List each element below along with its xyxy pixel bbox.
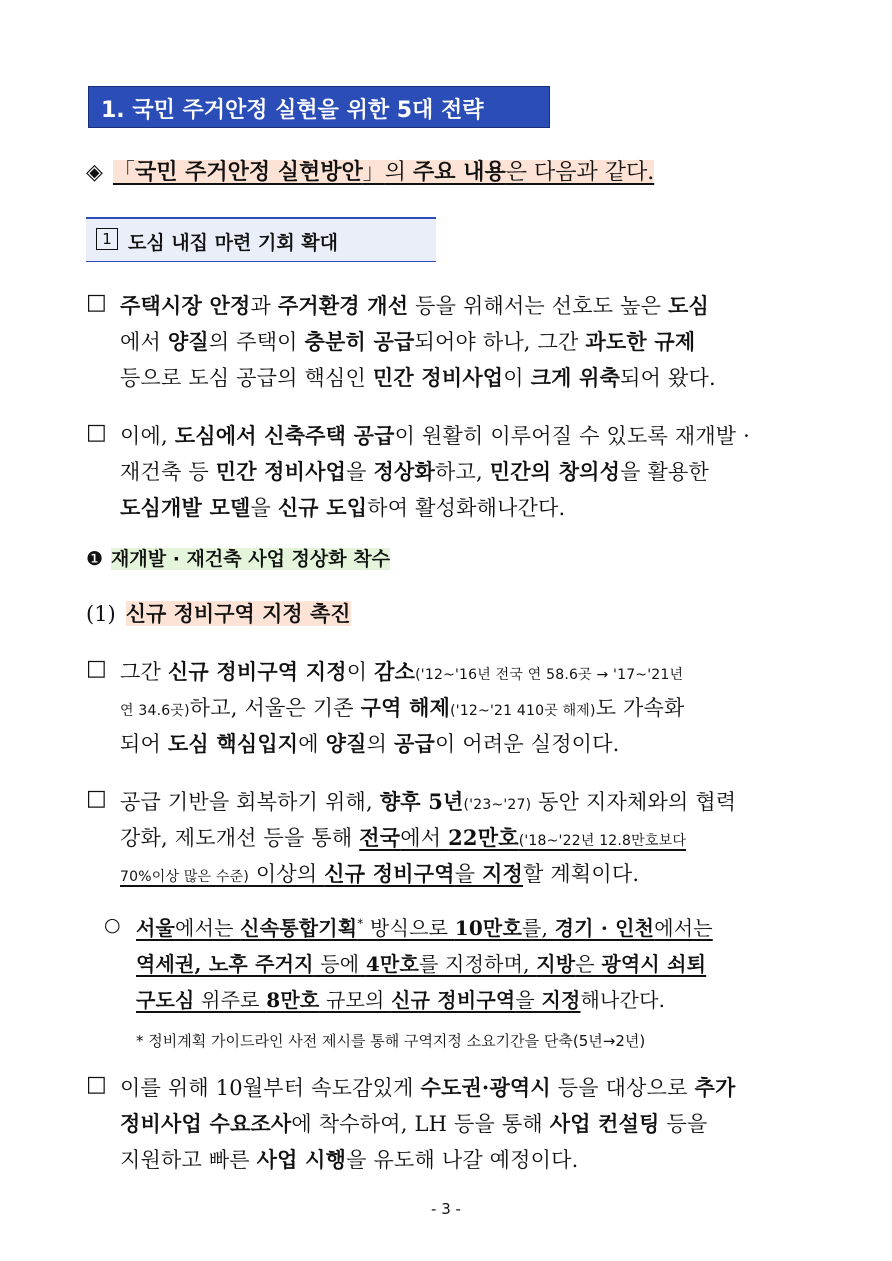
para1-line1: 주택시장 안정과 주거환경 개선 등을 위해서는 선호도 높은 도심 bbox=[120, 293, 709, 318]
para6-line1: 이를 위해 10월부터 속도감있게 수도권·광역시 등을 대상으로 추가 bbox=[120, 1075, 736, 1100]
subsection-number: (1) bbox=[86, 602, 116, 626]
para2-line3: 도심개발 모델을 신규 도입하여 활성화해나간다. bbox=[120, 495, 566, 520]
checkbox-bullet-icon: □ bbox=[86, 656, 107, 681]
para3-line2: 연 34.6곳)하고, 서울은 기존 구역 해제('12~'21 410곳 해제)도 가속화 bbox=[120, 695, 685, 720]
para4-line1: 공급 기반을 회복하기 위해, 향후 5년('23~'27) 동안 지자체와의 협력 bbox=[120, 789, 737, 814]
para6-line3: 지원하고 빠른 사업 시행을 유도해 나갈 예정이다. bbox=[120, 1147, 579, 1172]
section-title: 도심 내집 마련 기회 확대 bbox=[128, 232, 338, 254]
para2-line1: 이에, 도심에서 신축주택 공급이 원활히 이루어질 수 있도록 재개발 · bbox=[120, 423, 751, 448]
checkbox-bullet-icon: □ bbox=[86, 786, 107, 811]
subheading bbox=[86, 544, 390, 571]
para6-line2: 정비사업 수요조사에 착수하여, LH 등을 통해 사업 컨설팅 등을 bbox=[120, 1111, 708, 1136]
para4-line2: 강화, 제도개선 등을 통해 전국에서 22만호('18~'22년 12.8만호보다 bbox=[120, 825, 687, 850]
intro-line: ◈ 「국민 주거안정 실현방안」의 주요 내용은 다음과 같다. bbox=[86, 159, 655, 185]
para3-line1: 그간 신규 정비구역 지정이 감소('12~'16년 전국 연 58.6곳 → '17~'21년 bbox=[120, 659, 684, 684]
page-number: - 3 - bbox=[431, 1200, 461, 1218]
checkbox-bullet-icon: □ bbox=[86, 1072, 107, 1097]
section-header bbox=[86, 217, 436, 262]
para1-line2: 에서 양질의 주택이 충분히 공급되어야 하나, 그간 과도한 규제 bbox=[120, 329, 696, 354]
section-number: 1 bbox=[96, 228, 118, 250]
circled-one-icon: ❶ bbox=[86, 548, 104, 570]
footnote: * 정비계획 가이드라인 사전 제시를 통해 구역지정 소요기간을 단축(5년→2년) bbox=[136, 1032, 646, 1050]
diamond-icon: ◈ bbox=[86, 160, 103, 185]
subsection-1 bbox=[86, 598, 351, 628]
para3-line3: 되어 도심 핵심입지에 양질의 공급이 어려운 실정이다. bbox=[120, 731, 620, 756]
circle-bullet-icon: ○ bbox=[104, 914, 121, 936]
para5-line2: 역세권, 노후 주거지 등에 4만호를 지정하며, 지방은 광역시 쇠퇴 bbox=[136, 952, 707, 976]
para4-line3: 70%이상 많은 수준) 이상의 신규 정비구역을 지정할 계획이다. bbox=[120, 861, 640, 886]
para2-line2: 재건축 등 민간 정비사업을 정상화하고, 민간의 창의성을 활용한 bbox=[120, 459, 709, 484]
para5-line3: 구도심 위주로 8만호 규모의 신규 정비구역을 지정해나간다. bbox=[136, 988, 666, 1012]
checkbox-bullet-icon: □ bbox=[86, 420, 107, 445]
checkbox-bullet-icon: □ bbox=[86, 290, 107, 315]
subheading-title: 재개발 · 재건축 사업 정상화 착수 bbox=[111, 548, 390, 570]
subsection-title: 신규 정비구역 지정 촉진 bbox=[125, 601, 351, 626]
plan-name: 국민 주거안정 실현방안 bbox=[134, 159, 363, 185]
para5-line1: 서울에서는 신속통합기획* 방식으로 10만호를, 경기 · 인천에서는 bbox=[136, 916, 713, 940]
page-title: 1. 국민 주거안정 실현을 위한 5대 전략 bbox=[101, 98, 484, 123]
para1-line3: 등으로 도심 공급의 핵심인 민간 정비사업이 크게 위축되어 왔다. bbox=[120, 365, 716, 390]
page-title-bar bbox=[88, 86, 550, 128]
